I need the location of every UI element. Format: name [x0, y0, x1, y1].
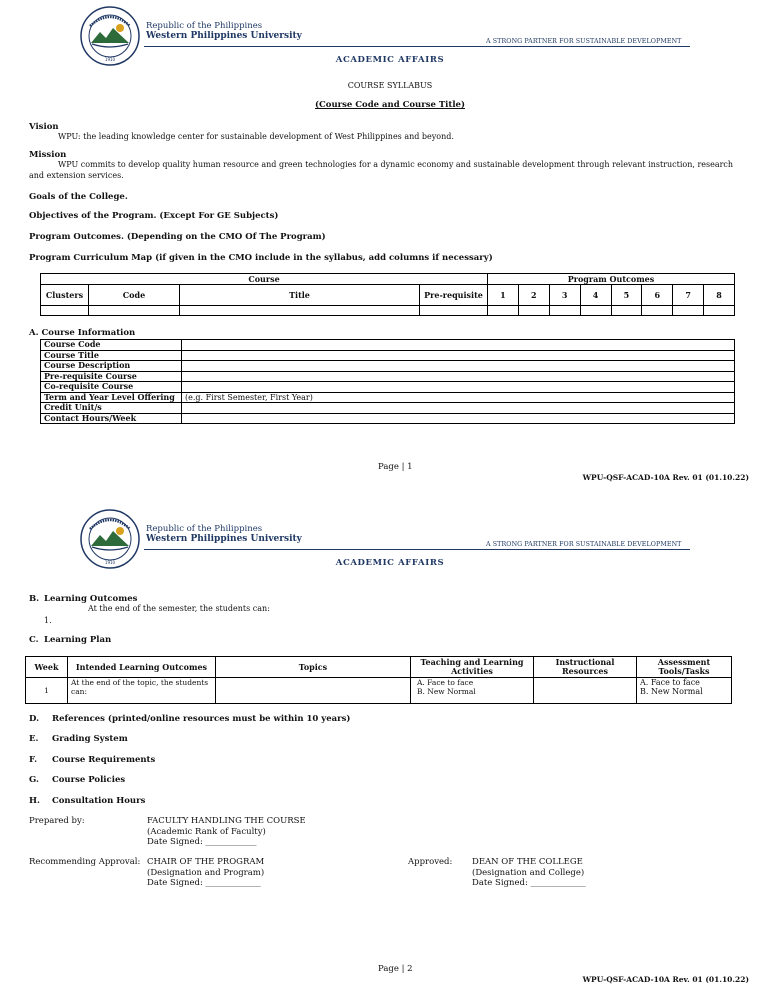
prepared-label: Prepared by:: [29, 816, 85, 826]
plan-topics: [216, 678, 411, 704]
table-row: [41, 306, 735, 316]
section-e-heading: E. Grading System: [29, 734, 128, 744]
info-value: [182, 371, 735, 382]
plan-week: 1: [26, 678, 68, 704]
republic-text: Republic of the Philippines: [146, 524, 263, 534]
info-value: [182, 413, 735, 424]
plan-ilo: At the end of the topic, the students can:: [68, 678, 216, 704]
approved-label: Approved:: [408, 857, 453, 867]
dean-name: DEAN OF THE COLLEGE: [472, 857, 583, 867]
page-header: [0, 503, 768, 573]
list-item: A. Face to face: [417, 678, 474, 687]
svg-text:1910: 1910: [104, 560, 116, 565]
prepared-name: FACULTY HANDLING THE COURSE: [147, 816, 306, 826]
vision-text: WPU: the leading knowledge center for sustainable development of West Philippines and beyond.: [58, 132, 454, 141]
learning-plan-table: [25, 656, 732, 704]
info-label: Term and Year Level Offering: [41, 392, 182, 403]
prepared-block: [147, 816, 306, 848]
doc-title: COURSE SYLLABUS: [347, 81, 433, 90]
office-title: ACADEMIC AFFAIRS: [335, 558, 445, 568]
section-c-heading: C. Learning Plan: [29, 635, 112, 645]
info-label: Credit Unit/s: [41, 403, 182, 414]
outcomes-group-header: Program Outcomes: [488, 274, 735, 285]
info-value: [182, 403, 735, 414]
list-item: B. New Normal: [417, 687, 476, 696]
office-title: ACADEMIC AFFAIRS: [335, 55, 445, 65]
dean-date: Date Signed: _____________: [472, 878, 586, 888]
page-2: [0, 503, 768, 1006]
list-item: B. New Normal: [640, 687, 703, 696]
info-value: [182, 350, 735, 361]
info-value: [182, 382, 735, 393]
col-resources: Instructional Resources: [534, 657, 637, 678]
tagline: A STRONG PARTNER FOR SUSTAINABLE DEVELOPMENT: [486, 38, 682, 45]
page-number: Page | 2: [378, 964, 413, 974]
table-row: [41, 403, 735, 414]
doc-subtitle: (Course Code and Course Title): [315, 100, 465, 110]
dean-designation: (Designation and College): [472, 867, 585, 878]
mission-text: WPU commits to develop quality human resource and green technologies for a dynamic economy and sustainable development through relevant instruction, research and extension services.: [29, 160, 734, 180]
col-outcome-3: 3: [549, 285, 580, 306]
objectives-heading: Objectives of the Program. (Except For GE Subjects): [29, 211, 279, 221]
info-label: Co-requisite Course: [41, 382, 182, 393]
info-label: Contact Hours/Week: [41, 413, 182, 424]
col-clusters: Clusters: [41, 285, 89, 306]
form-code: WPU-QSF-ACAD-10A Rev. 01 (01.10.22): [582, 975, 749, 984]
col-outcome-5: 5: [611, 285, 642, 306]
info-label: Course Description: [41, 361, 182, 372]
plan-assessment: [637, 678, 732, 704]
section-h-heading: H. Consultation Hours: [29, 796, 146, 806]
chair-date: Date Signed: _____________: [147, 878, 261, 888]
header-rule: [144, 549, 690, 550]
col-code: Code: [89, 285, 180, 306]
vision-label: Vision: [29, 122, 59, 132]
section-d-heading: D. References (printed/online resources must be within 10 years): [29, 714, 351, 724]
goals-heading: Goals of the College.: [29, 192, 128, 202]
section-a-heading: A. Course Information: [29, 328, 136, 338]
university-name: Western Philippines University: [146, 31, 302, 41]
table-row: [41, 361, 735, 372]
map-heading: Program Curriculum Map (if given in the CMO include in the syllabus, add columns if necessary): [29, 253, 493, 263]
dean-block: [472, 857, 586, 889]
col-outcome-8: 8: [704, 285, 735, 306]
prepared-date: Date Signed: ____________: [147, 837, 257, 847]
curriculum-map-table: [40, 273, 735, 316]
section-b-text: At the end of the semester, the students can:: [88, 604, 270, 613]
prepared-rank: (Academic Rank of Faculty): [147, 826, 266, 837]
chair-name: CHAIR OF THE PROGRAM: [147, 857, 265, 867]
col-outcome-2: 2: [518, 285, 549, 306]
info-value: (e.g. First Semester, First Year): [182, 392, 735, 403]
col-ilo: Intended Learning Outcomes: [68, 657, 216, 678]
section-g-heading: G. Course Policies: [29, 775, 126, 785]
plan-resources: [534, 678, 637, 704]
page-number: Page | 1: [378, 462, 413, 472]
chair-designation: (Designation and Program): [147, 867, 265, 878]
section-f-heading: F. Course Requirements: [29, 755, 156, 765]
col-outcome-6: 6: [642, 285, 673, 306]
table-row: [41, 371, 735, 382]
table-row: [41, 382, 735, 393]
info-value: [182, 340, 735, 351]
course-group-header: Course: [41, 274, 488, 285]
table-row: [41, 413, 735, 424]
info-label: Pre-requisite Course: [41, 371, 182, 382]
info-label: Course Title: [41, 350, 182, 361]
table-row: [26, 678, 732, 704]
mission-label: Mission: [29, 150, 67, 160]
outcomes-heading: Program Outcomes. (Depending on the CMO Of The Program): [29, 232, 326, 242]
table-row: [41, 340, 735, 351]
tagline: A STRONG PARTNER FOR SUSTAINABLE DEVELOPMENT: [486, 541, 682, 548]
section-b-item: 1.: [44, 616, 52, 625]
plan-tla: [411, 678, 534, 704]
page-1: [0, 0, 768, 500]
form-code: WPU-QSF-ACAD-10A Rev. 01 (01.10.22): [582, 473, 749, 482]
course-info-table: [40, 339, 735, 424]
republic-text: Republic of the Philippines: [146, 21, 263, 31]
section-b-heading: B. Learning Outcomes: [29, 594, 138, 604]
col-prerequisite: Pre-requisite: [420, 285, 488, 306]
col-title: Title: [180, 285, 420, 306]
info-value: [182, 361, 735, 372]
col-topics: Topics: [216, 657, 411, 678]
list-item: A. Face to face: [640, 678, 700, 687]
svg-text:1910: 1910: [104, 57, 116, 62]
chair-block: [147, 857, 264, 889]
col-outcome-1: 1: [488, 285, 519, 306]
page-header: [0, 0, 768, 70]
table-row: [41, 392, 735, 403]
col-outcome-7: 7: [673, 285, 704, 306]
col-outcome-4: 4: [580, 285, 611, 306]
col-assessment: Assessment Tools/Tasks: [637, 657, 732, 678]
recommending-label: Recommending Approval:: [29, 857, 141, 867]
table-row: [41, 350, 735, 361]
info-label: Course Code: [41, 340, 182, 351]
university-name: Western Philippines University: [146, 534, 302, 544]
header-rule: [144, 46, 690, 47]
col-week: Week: [26, 657, 68, 678]
col-tla: Teaching and Learning Activities: [411, 657, 534, 678]
